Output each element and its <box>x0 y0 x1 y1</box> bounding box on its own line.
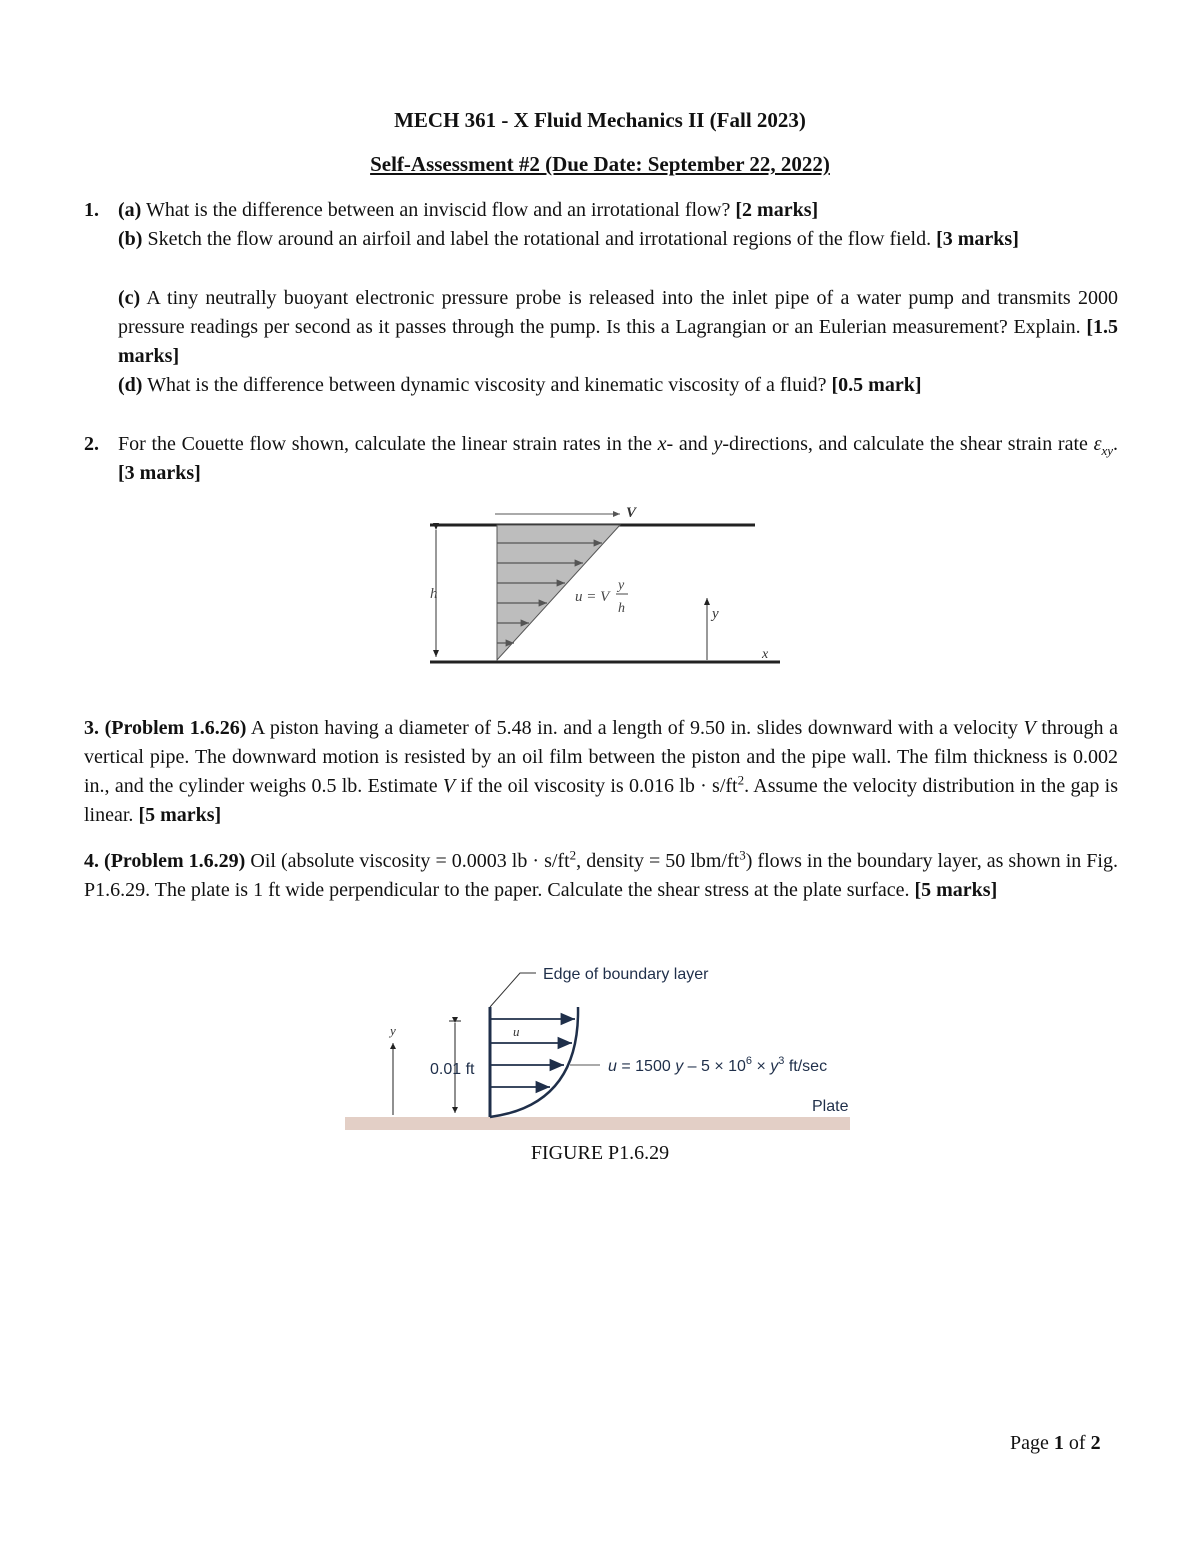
page-footer <box>1010 1432 1101 1455</box>
eq-y1: y <box>675 1058 684 1075</box>
q2-marks: [3 marks] <box>118 462 201 484</box>
q2-text-3: -directions, and calculate the shear strain rate <box>722 433 1094 455</box>
q4-text-2: , density = 50 lbm/ft <box>576 850 740 872</box>
shear-strain-symbol <box>1093 433 1113 458</box>
q3-text-4: . Assume the velocity distribution in the gap is linear. <box>84 775 1118 826</box>
y-axis-label: y <box>712 606 719 622</box>
q4-text <box>84 847 1118 905</box>
q1a-marks: [2 marks] <box>735 199 819 221</box>
q2-text-4: . <box>1113 433 1118 455</box>
footer-page-total: 2 <box>1090 1432 1101 1454</box>
eq-y2: y <box>770 1058 779 1075</box>
q2-text-1: For the Couette flow shown, calculate the linear strain rates in the <box>118 433 658 455</box>
footer-of-word: of <box>1063 1432 1091 1454</box>
q3-text-2: through a vertical pipe. The downward motion is resisted by an oil film between the piston and the pipe wall. The film thickness is 0.002 in., and the cylinder weighs 0.5 lb. Estimate <box>84 717 1118 797</box>
q3-v2: V <box>442 775 456 797</box>
q2-y: y <box>713 433 723 455</box>
q3-text-3: if the oil viscosity is 0.016 lb · s/ft <box>455 775 738 797</box>
eq-rest-1: = 1500 <box>616 1058 676 1075</box>
q2-number: 2. <box>84 433 99 455</box>
footer-page-word: Page <box>1010 1432 1054 1454</box>
q4-sup1: 2 <box>569 847 577 863</box>
q3-lead: 3. (Problem 1.6.26) <box>84 717 247 739</box>
q1c-text: A tiny neutrally buoyant electronic pressure probe is released into the inlet pipe of a water pump and transmits 2000 pressure readings per second as it passes through the pump. Is this a Lagrangian or an Eulerian measurement? Explain. <box>118 287 1118 338</box>
q3-v: V <box>1023 717 1036 739</box>
q1d-label: (d) <box>118 374 143 396</box>
q4-marks: [5 marks] <box>914 879 998 901</box>
q4-lead: 4. (Problem 1.6.29) <box>84 850 246 872</box>
profile-equation <box>608 1055 827 1075</box>
q1a-text: What is the difference between an inviscid flow and an irrotational flow? <box>141 199 736 221</box>
q3-text <box>84 714 1118 830</box>
q4-text-3: ) flows in the boundary layer, as shown in Fig. P1.6.29. The plate is 1 ft wide perpendicular to the paper. Calculate the shear stress at the plate surface. <box>84 850 1118 901</box>
q1-part-c <box>118 284 1118 371</box>
q1-part-a <box>118 196 1118 225</box>
y-axis-label: y <box>390 1023 396 1038</box>
plate <box>345 1117 850 1130</box>
u-label: u <box>513 1024 520 1039</box>
plate-label: Plate <box>812 1098 849 1115</box>
u-eq-left: u = V <box>575 589 610 605</box>
q1-part-d <box>118 371 1118 400</box>
edge-leader-line <box>490 973 536 1007</box>
subtitle-text: Self-Assessment #2 (Due Date: September 22, 2022) <box>370 152 830 176</box>
u-eq-den: h <box>618 601 625 616</box>
profile-curve <box>490 1007 578 1117</box>
q1d-marks: [0.5 mark] <box>831 374 922 396</box>
edge-label: Edge of boundary layer <box>543 966 709 983</box>
q3-text-1: A piston having a diameter of 5.48 in. and a length of 9.50 in. slides downward with a velocity <box>246 717 1024 739</box>
footer-page-num: 1 <box>1053 1432 1064 1454</box>
page-subtitle <box>0 152 1200 177</box>
q1c-label: (c) <box>118 287 141 309</box>
q1-part-b <box>118 225 1118 254</box>
eq-u: u <box>608 1058 617 1075</box>
q2-text <box>118 430 1118 488</box>
q2-eps-sub: xy <box>1101 443 1113 458</box>
q1a-label: (a) <box>118 199 142 221</box>
q4-text-1: Oil (absolute viscosity = 0.0003 lb · s/ft <box>245 850 570 872</box>
q3-sup: 2 <box>737 772 745 788</box>
eq-sup1: 6 <box>745 1055 753 1067</box>
eq-sup2: 3 <box>778 1055 785 1067</box>
u-eq-num: y <box>618 578 625 593</box>
h-label: h <box>430 586 438 602</box>
q2-eps: ε <box>1093 433 1102 455</box>
v-label: V <box>626 505 637 521</box>
q1b-text: Sketch the flow around an airfoil and label the rotational and irrotational regions of the flow field. <box>142 228 937 250</box>
q1c-marks: [1.5 marks] <box>118 316 1118 367</box>
q1d-text: What is the difference between dynamic viscosity and kinematic viscosity of a fluid? <box>142 374 832 396</box>
eq-rest-3: × <box>752 1058 771 1075</box>
figure-caption: FIGURE P1.6.29 <box>530 1142 670 1164</box>
q4-sup2: 3 <box>739 847 746 863</box>
boundary-layer-figure <box>340 955 860 1135</box>
q1b-marks: [3 marks] <box>936 228 1019 250</box>
thickness-label: 0.01 ft <box>430 1061 475 1078</box>
q2-text-2: - and <box>666 433 714 455</box>
q1-number: 1. <box>84 199 99 221</box>
eq-rest-4: ft/sec <box>784 1058 828 1075</box>
eq-rest-2: – 5 × 10 <box>683 1058 746 1075</box>
q2-x: x <box>657 433 667 455</box>
page-title: MECH 361 - X Fluid Mechanics II (Fall 2023) <box>394 108 806 132</box>
q1b-label: (b) <box>118 228 143 250</box>
x-axis-label: x <box>762 647 769 662</box>
couette-flow-figure <box>420 500 790 675</box>
q3-marks: [5 marks] <box>138 804 222 826</box>
